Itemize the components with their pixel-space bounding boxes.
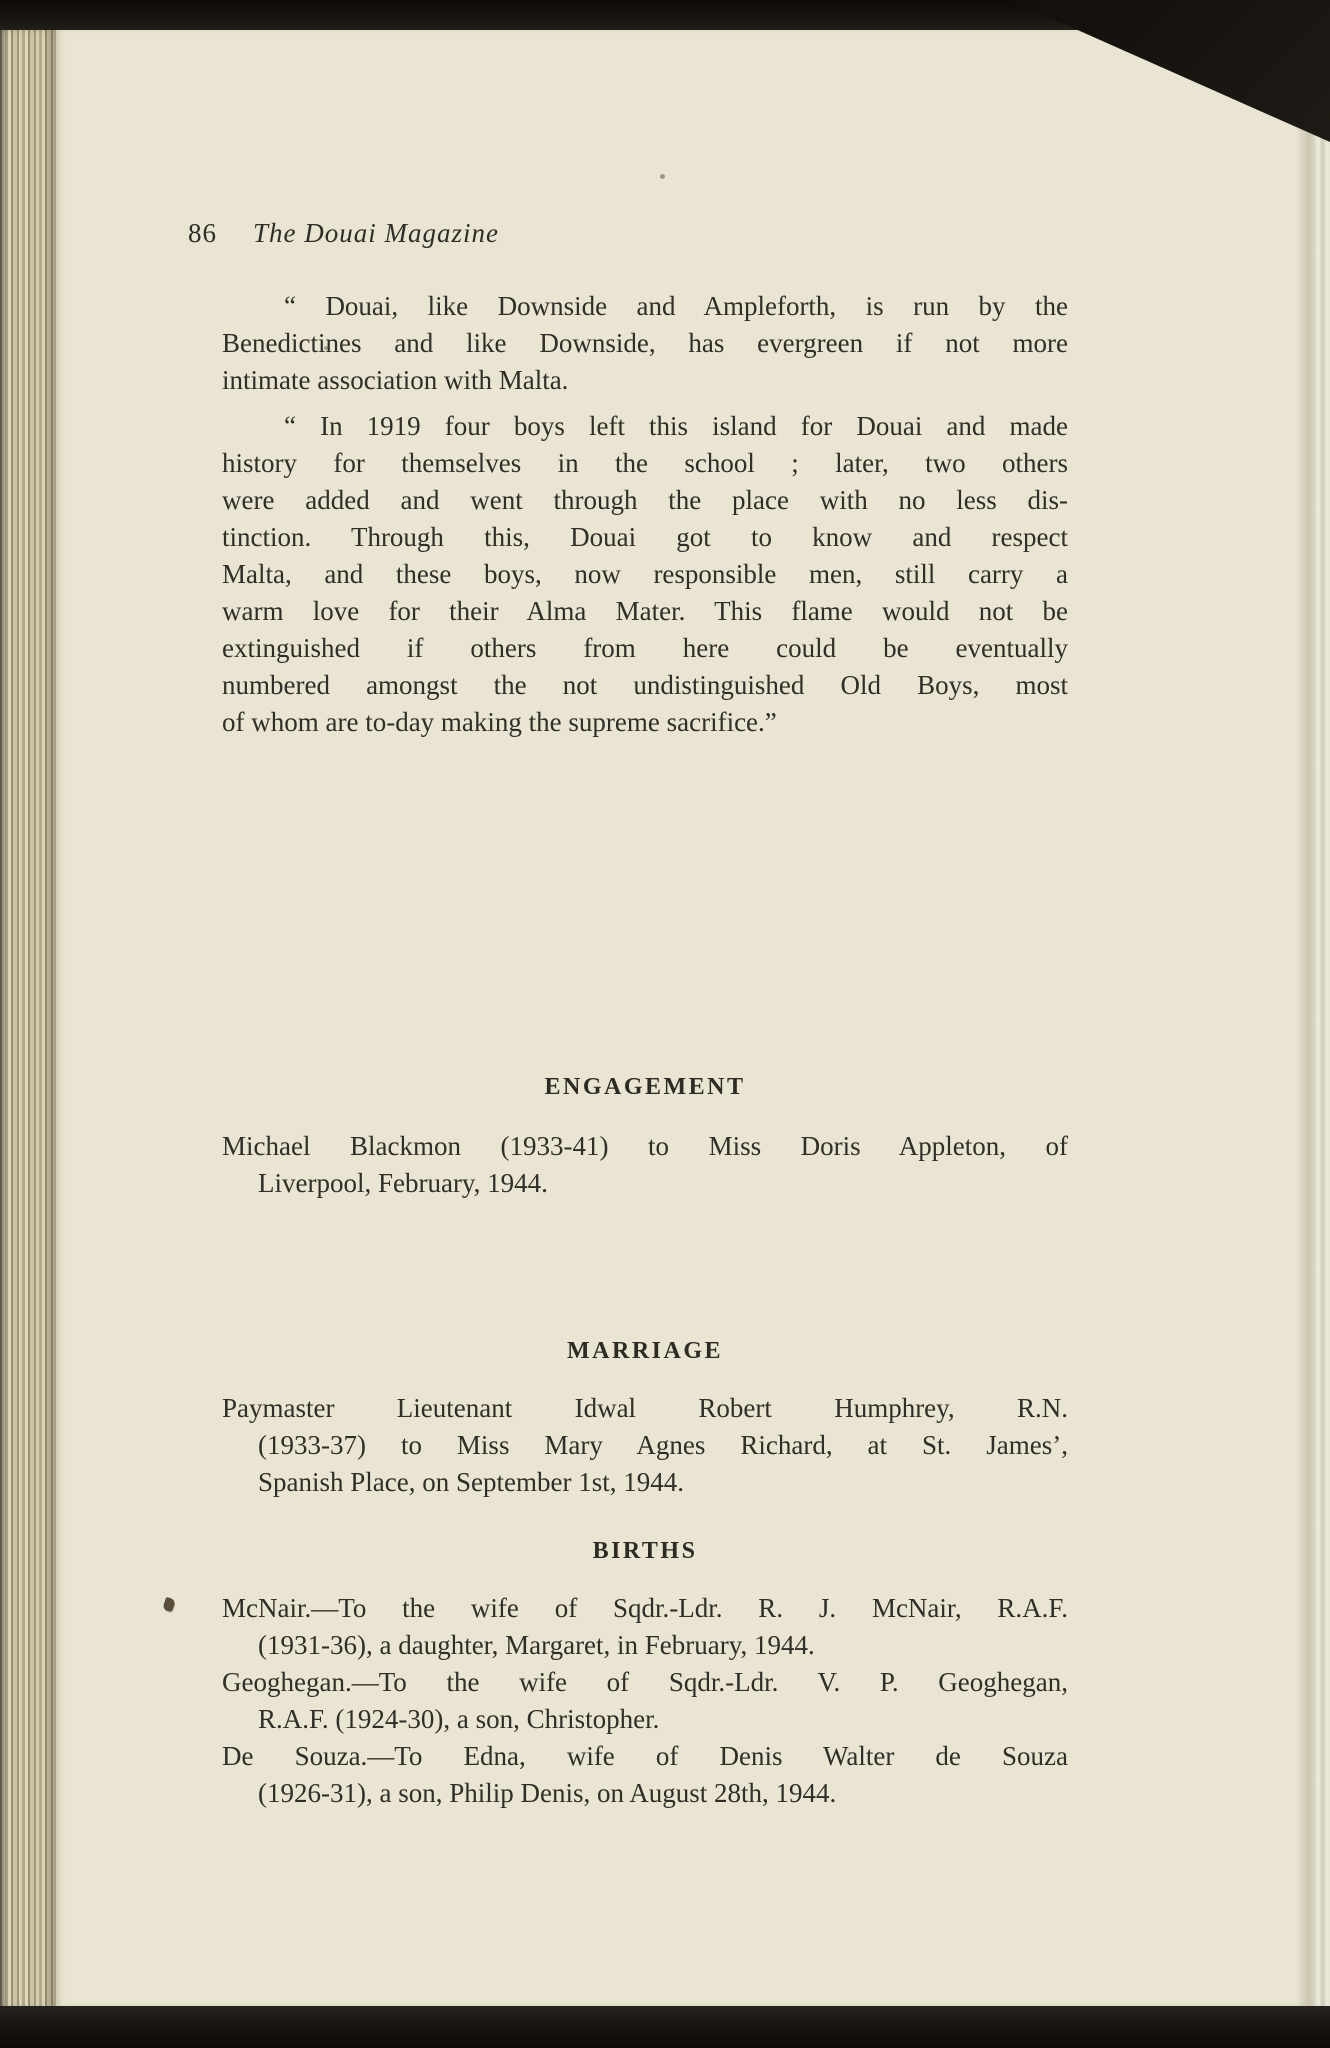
page-sheet	[56, 28, 1330, 2008]
text-line: Benedictines and like Downside, has evergreen if not more	[222, 328, 1068, 358]
text-line: Malta, and these boys, now responsible men, still carry a	[222, 559, 1068, 589]
ink-speck	[324, 346, 328, 350]
text-line: (1931-36), a daughter, Margaret, in February, 1944.	[258, 1630, 815, 1660]
text-line: warm love for their Alma Mater. This flame would not be	[222, 596, 1068, 626]
magazine-title: The Douai Magazine	[253, 218, 499, 248]
ink-speck	[660, 174, 665, 179]
book-gutter-shadow	[1296, 28, 1330, 2008]
page-number: 86	[188, 218, 217, 248]
text-line: Liverpool, February, 1944.	[258, 1168, 548, 1198]
section-heading-marriage: MARRIAGE	[567, 1338, 723, 1364]
text-line: of whom are to-day making the supreme sacrifice.”	[222, 707, 777, 737]
book-cover-bottom	[0, 2006, 1330, 2048]
running-header	[188, 218, 499, 249]
birth-entry-desouza	[222, 1738, 1068, 1812]
paragraph-quote-1	[222, 288, 1068, 399]
text-line: tinction. Through this, Douai got to know and respect	[222, 522, 1068, 552]
text-line: Geoghegan.—To the wife of Sqdr.-Ldr. V. P. Geoghegan,	[222, 1667, 1068, 1697]
text-line: Spanish Place, on September 1st, 1944.	[258, 1467, 684, 1497]
text-line: Paymaster Lieutenant Idwal Robert Humphrey, R.N.	[222, 1393, 1068, 1423]
book-page-edges-left	[0, 26, 58, 2012]
text-line: “ Douai, like Downside and Ampleforth, is run by the	[284, 291, 1068, 321]
text-line: Michael Blackmon (1933-41) to Miss Doris Appleton, of	[222, 1131, 1068, 1161]
engagement-entry	[222, 1128, 1068, 1202]
births-list	[222, 1590, 1068, 1812]
text-line: history for themselves in the school ; later, two others	[222, 448, 1068, 478]
text-line: (1933-37) to Miss Mary Agnes Richard, at St. James’,	[258, 1430, 1068, 1460]
birth-entry-mcnair	[222, 1590, 1068, 1664]
text-line: were added and went through the place with no less dis-	[222, 485, 1068, 515]
text-line: De Souza.—To Edna, wife of Denis Walter de Souza	[222, 1741, 1068, 1771]
paragraph-quote-2	[222, 408, 1068, 741]
text-line: R.A.F. (1924-30), a son, Christopher.	[258, 1704, 660, 1734]
section-heading-births: BIRTHS	[592, 1538, 698, 1564]
section-heading-engagement: ENGAGEMENT	[544, 1074, 746, 1100]
text-line: “ In 1919 four boys left this island for Douai and made	[284, 411, 1068, 441]
text-line: (1926-31), a son, Philip Denis, on August 28th, 1944.	[258, 1778, 837, 1808]
birth-entry-geoghegan	[222, 1664, 1068, 1738]
text-line: extinguished if others from here could be eventually	[222, 633, 1068, 663]
text-line: intimate association with Malta.	[222, 365, 569, 395]
text-line: McNair.—To the wife of Sqdr.-Ldr. R. J. McNair, R.A.F.	[222, 1593, 1068, 1623]
text-line: numbered amongst the not undistinguished Old Boys, most	[222, 670, 1068, 700]
marriage-entry	[222, 1390, 1068, 1501]
ink-blot	[162, 1597, 176, 1612]
